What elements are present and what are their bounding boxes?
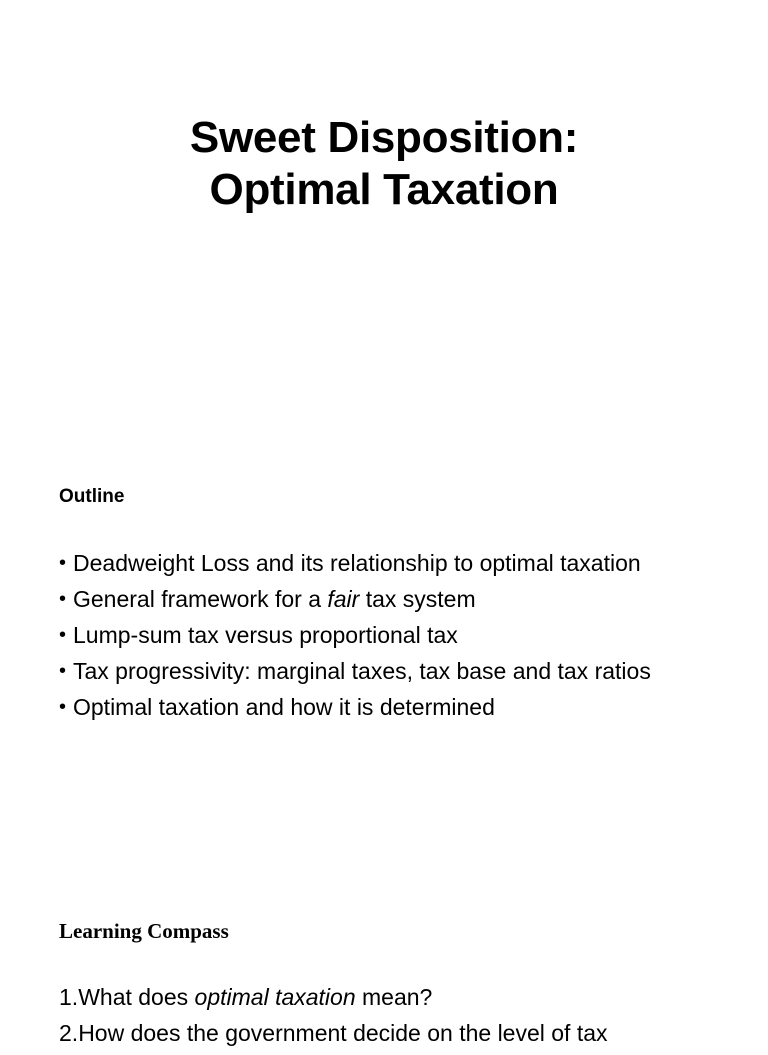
bullet-icon: • xyxy=(59,552,67,574)
bullet-icon: • xyxy=(59,624,67,646)
outline-item xyxy=(59,621,679,649)
compass-item-text-before: How does the government decide on the level of tax xyxy=(78,1020,608,1046)
outline-item-text-before: General framework for a xyxy=(73,586,328,612)
outline-heading: Outline xyxy=(59,486,125,507)
outline-item xyxy=(59,693,679,721)
bullet-icon: • xyxy=(59,660,67,682)
outline-item xyxy=(59,657,679,685)
outline-item-text: Lump-sum tax versus proportional tax xyxy=(73,622,458,648)
title-line-1: Sweet Disposition: xyxy=(189,113,579,162)
compass-item xyxy=(59,1019,759,1047)
title-line-2: Optimal Taxation xyxy=(209,165,559,214)
compass-item-number: 1. xyxy=(59,984,79,1010)
bullet-icon: • xyxy=(59,696,67,718)
outline-item-text: Deadweight Loss and its relationship to optimal taxation xyxy=(73,550,641,576)
compass-item-text-after: mean? xyxy=(355,984,433,1010)
learning-compass-list xyxy=(59,983,759,1055)
outline-item-emphasis: fair xyxy=(327,586,360,612)
outline-item-text: Tax progressivity: marginal taxes, tax base and tax ratios xyxy=(73,658,651,684)
outline-list xyxy=(59,549,679,729)
compass-item xyxy=(59,983,759,1011)
compass-item-emphasis: optimal taxation xyxy=(194,984,356,1010)
compass-item-text-before: What does xyxy=(78,984,195,1010)
outline-item xyxy=(59,549,679,577)
outline-item-text: Optimal taxation and how it is determined xyxy=(73,694,495,720)
document-title xyxy=(0,112,768,216)
bullet-icon: • xyxy=(59,588,67,610)
outline-item-text-after: tax system xyxy=(359,586,476,612)
compass-item-number: 2. xyxy=(59,1020,79,1046)
learning-compass-heading: Learning Compass xyxy=(59,919,229,943)
outline-item xyxy=(59,585,679,613)
